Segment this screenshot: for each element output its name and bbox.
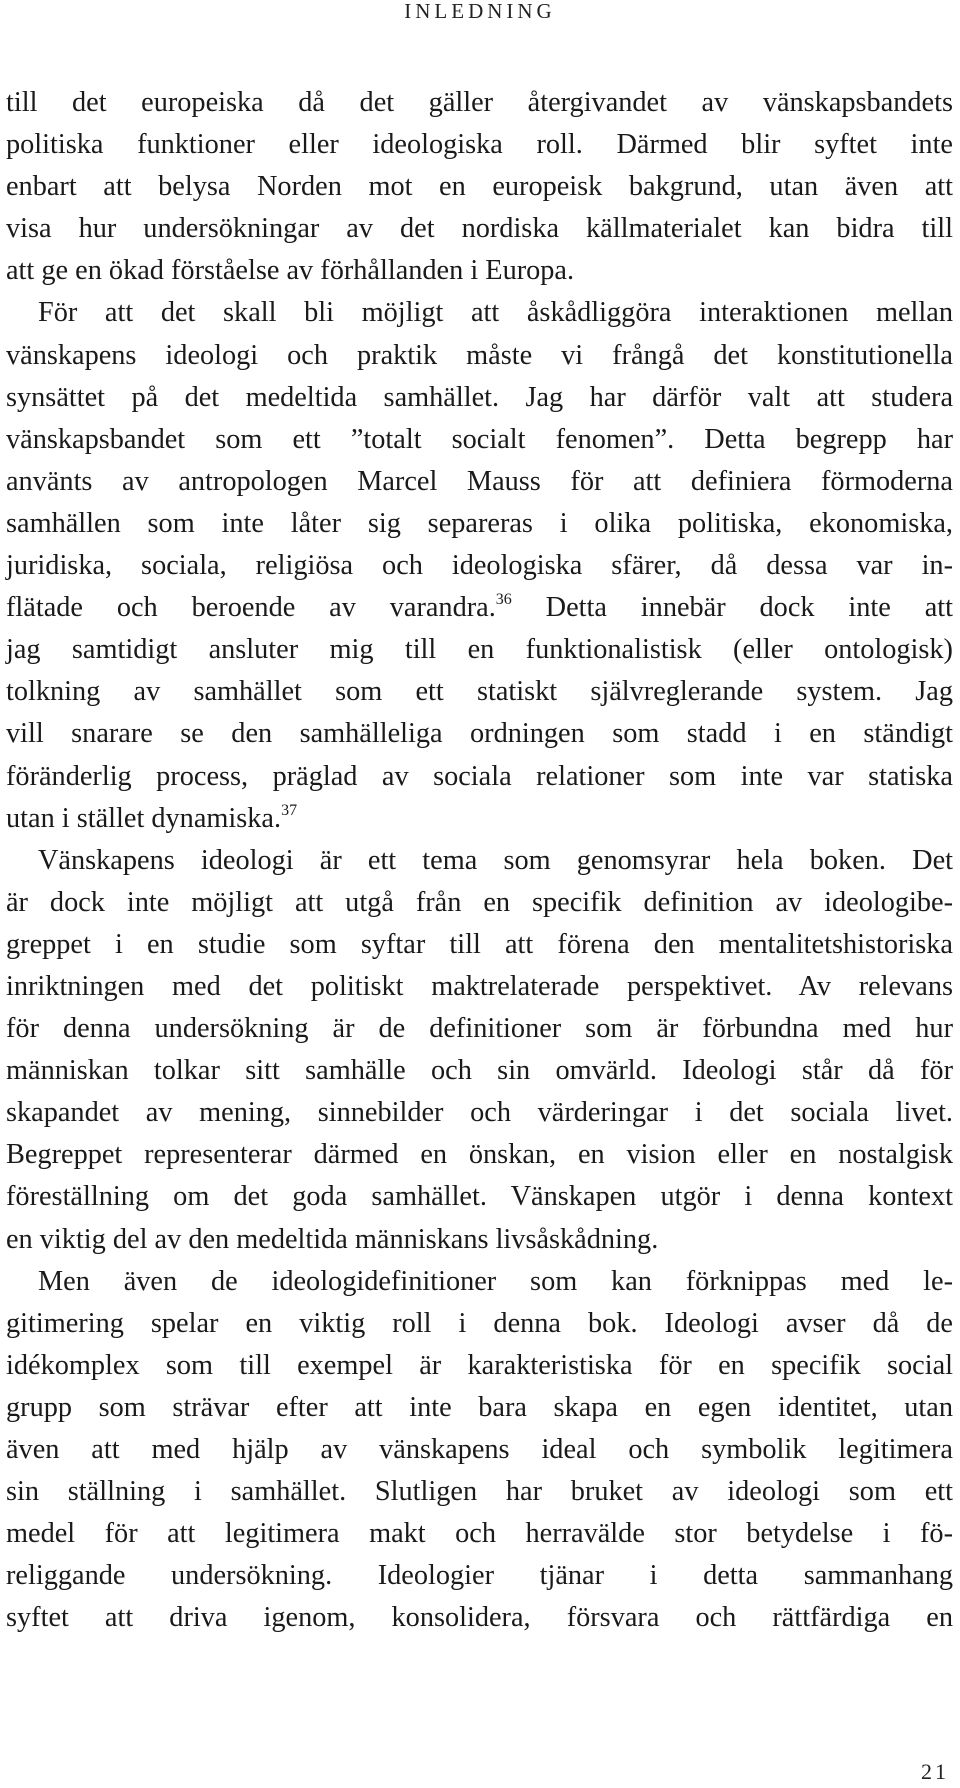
text-line-with-footnote [6, 798, 953, 840]
text-line: är dock inte möjligt att utgå från en specifik definition av ideologibe- [6, 886, 953, 918]
text-line: använts av antropologen Marcel Mauss för att definiera förmoderna [6, 465, 953, 497]
paragraph-4 [6, 1261, 953, 1640]
paragraph-3 [6, 840, 953, 1261]
text-line: religgande undersökning. Ideologier tjänar i detta sammanhang [6, 1560, 953, 1592]
text-line: medel för att legitimera makt och herravälde stor betydelse i fö- [6, 1518, 953, 1550]
text-segment: flätade och beroende av varandra. [6, 592, 496, 624]
text-line: vänskapens ideologi och praktik måste vi frångå det konstitutionella [6, 339, 953, 371]
text-line: tolkning av samhället som ett statiskt självreglerande system. Jag [6, 676, 953, 708]
text-line: jag samtidigt ansluter mig till en funktionalistisk (eller ontologisk) [6, 634, 953, 666]
text-line: till det europeiska då det gäller återgivandet av vänskapsbandets [6, 87, 953, 118]
text-line: greppet i en studie som syftar till att förena den mentalitetshistoriska [6, 928, 953, 960]
text-line: vill snarare se den samhälleliga ordningen som stadd i en ständigt [6, 718, 953, 750]
text-line: enbart att belysa Norden mot en europeisk bakgrund, utan även att [6, 171, 953, 203]
text-line: en viktig del av den medeltida människans livsåskådning. [6, 1223, 659, 1255]
footnote-ref-37[interactable]: 37 [281, 801, 298, 819]
text-line: för denna undersökning är de definitioner som är förbundna med hur [6, 1013, 953, 1045]
text-line: politiska funktioner eller ideologiska roll. Därmed blir syftet inte [6, 129, 953, 161]
text-line: gitimering spelar en viktig roll i denna bok. Ideologi avser då de [6, 1307, 953, 1339]
text-segment: Detta innebär dock inte att [511, 592, 954, 624]
text-segment: utan i stället dynamiska. [6, 802, 282, 834]
text-line: även att med hjälp av vänskapens ideal och symbolik legitimera [6, 1434, 953, 1465]
body-text [6, 82, 953, 1639]
text-line: För att det skall bli möjligt att åskådliggöra interaktionen mellan [38, 297, 953, 329]
text-line: Men även de ideologidefinitioner som kan förknippas med le- [38, 1265, 953, 1297]
text-line: Begreppet representerar därmed en önskan, en vision eller en nostalgisk [6, 1139, 953, 1171]
paragraph-1 [6, 82, 953, 292]
text-line: inriktningen med det politiskt maktrelaterade perspektivet. Av relevans [6, 970, 953, 1002]
text-line: skapandet av mening, sinnebilder och värderingar i det sociala livet. [6, 1097, 953, 1129]
text-line: föreställning om det goda samhället. Vänskapen utgör i denna kontext [6, 1181, 953, 1213]
text-line: visa hur undersökningar av det nordiska källmaterialet kan bidra till [6, 213, 953, 245]
page-number: 21 [921, 1759, 949, 1784]
paragraph-2 [6, 292, 953, 839]
text-line: idékomplex som till exempel är karakteristiska för en specifik social [6, 1349, 953, 1381]
text-line: samhällen som inte låter sig separeras i olika politiska, ekonomiska, [6, 507, 953, 539]
text-line: föränderlig process, präglad av sociala relationer som inte var statiska [6, 760, 953, 792]
running-header: INLEDNING [404, 0, 556, 23]
text-line: syftet att driva igenom, konsolidera, försvara och rättfärdiga en [6, 1602, 953, 1634]
text-line: juridiska, sociala, religiösa och ideologiska sfärer, då dessa var in- [6, 550, 953, 582]
text-line: människan tolkar sitt samhälle och sin omvärld. Ideologi står då för [6, 1055, 953, 1087]
text-line: synsättet på det medeltida samhället. Jag har därför valt att studera [6, 381, 953, 413]
text-line: att ge en ökad förståelse av förhållanden i Europa. [6, 255, 575, 287]
text-line: vänskapsbandet som ett ”totalt socialt fenomen”. Detta begrepp har [6, 423, 953, 455]
text-line-with-footnote [6, 587, 953, 629]
footnote-ref-36[interactable]: 36 [495, 591, 512, 609]
text-line: Vänskapens ideologi är ett tema som genomsyrar hela boken. Det [38, 844, 953, 876]
text-line: grupp som strävar efter att inte bara skapa en egen identitet, utan [6, 1391, 953, 1423]
text-line: sin ställning i samhället. Slutligen har bruket av ideologi som ett [6, 1476, 953, 1508]
